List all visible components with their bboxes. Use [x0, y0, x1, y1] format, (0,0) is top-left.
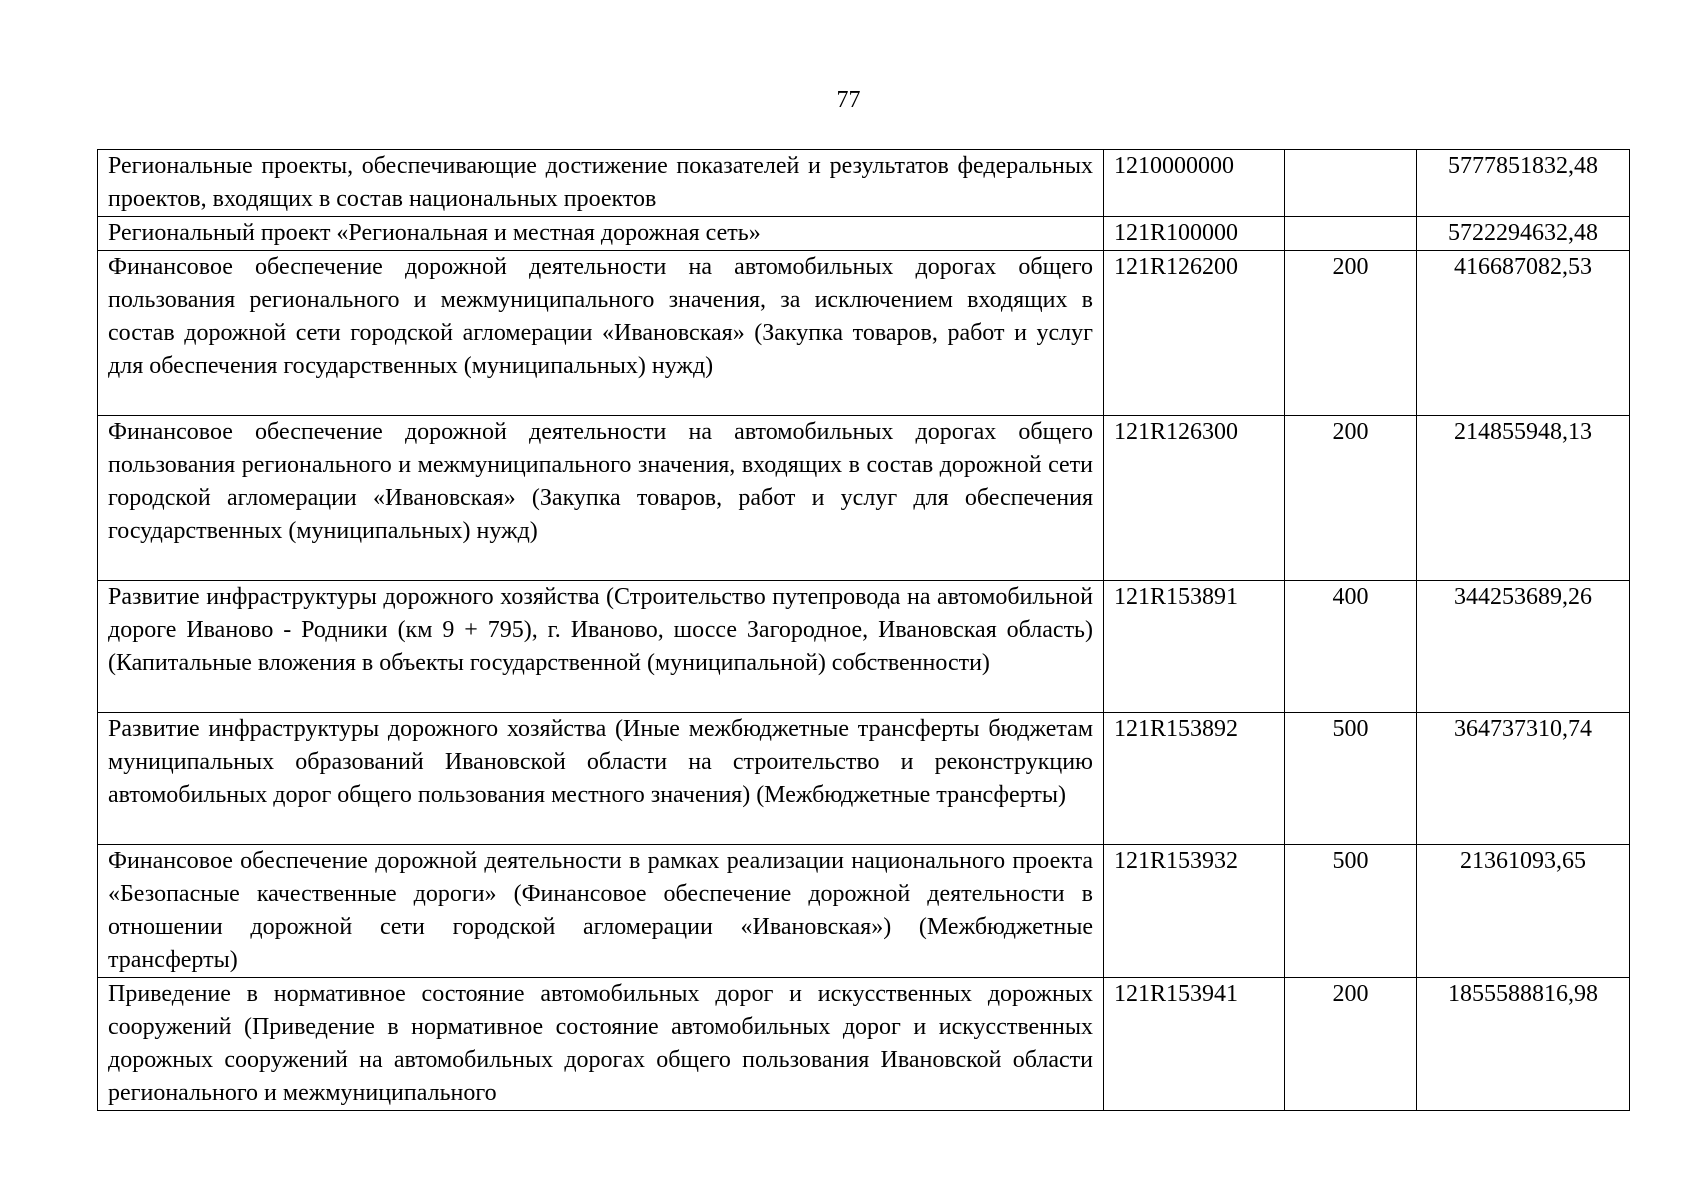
row-description: Региональные проекты, обеспечивающие достижение показателей и результатов федеральных проектов, входящих в состав национальных проектов — [98, 150, 1104, 217]
table-row — [98, 845, 1630, 978]
row-target-code: 121R126300 — [1104, 416, 1285, 581]
row-amount: 214855948,13 — [1417, 416, 1630, 581]
row-description: Финансовое обеспечение дорожной деятельности в рамках реализации национального проекта «Безопасные качественные дороги» (Финансовое обеспечение дорожной деятельности в отношении дорожной сети городской агломерации «Ивановская») (Межбюджетные трансферты) — [98, 845, 1104, 978]
row-expense-type: 400 — [1285, 581, 1417, 713]
row-expense-type — [1285, 150, 1417, 217]
row-description: Развитие инфраструктуры дорожного хозяйства (Строительство путепровода на автомобильной дороге Иваново - Родники (км 9 + 795), г. Иваново, шоссе Загородное, Ивановская область) (Капитальные вложения в объекты государственной (муниципальной) собственности) — [98, 581, 1104, 713]
table-row — [98, 150, 1630, 217]
row-amount: 1855588816,98 — [1417, 978, 1630, 1111]
row-expense-type — [1285, 217, 1417, 251]
row-description: Приведение в нормативное состояние автомобильных дорог и искусственных дорожных сооружений (Приведение в нормативное состояние автомобильных дорог и искусственных дорожных сооружений на автомобильных дорогах общего пользования Ивановской области регионального и межмуниципального — [98, 978, 1104, 1111]
table-row — [98, 581, 1630, 713]
row-amount: 416687082,53 — [1417, 251, 1630, 416]
row-target-code: 1210000000 — [1104, 150, 1285, 217]
row-target-code: 121R153941 — [1104, 978, 1285, 1111]
row-description: Финансовое обеспечение дорожной деятельности на автомобильных дорогах общего пользования регионального и межмуниципального значения, за исключением входящих в состав дорожной сети городской агломерации «Ивановская» (Закупка товаров, работ и услуг для обеспечения государственных (муниципальных) нужд) — [98, 251, 1104, 416]
row-amount: 5777851832,48 — [1417, 150, 1630, 217]
row-expense-type: 200 — [1285, 978, 1417, 1111]
row-amount: 344253689,26 — [1417, 581, 1630, 713]
row-target-code: 121R153891 — [1104, 581, 1285, 713]
row-description: Развитие инфраструктуры дорожного хозяйства (Иные межбюджетные трансферты бюджетам муниципальных образований Ивановской области на строительство и реконструкцию автомобильных дорог общего пользования местного значения) (Межбюджетные трансферты) — [98, 713, 1104, 845]
table-row — [98, 978, 1630, 1111]
row-expense-type: 200 — [1285, 251, 1417, 416]
row-amount: 21361093,65 — [1417, 845, 1630, 978]
row-target-code: 121R153932 — [1104, 845, 1285, 978]
row-target-code: 121R153892 — [1104, 713, 1285, 845]
row-expense-type: 500 — [1285, 845, 1417, 978]
row-target-code: 121R100000 — [1104, 217, 1285, 251]
page-number: 77 — [836, 87, 861, 113]
budget-table — [97, 149, 1630, 1111]
row-expense-type: 200 — [1285, 416, 1417, 581]
row-amount: 5722294632,48 — [1417, 217, 1630, 251]
row-description: Региональный проект «Региональная и местная дорожная сеть» — [98, 217, 1104, 251]
row-expense-type: 500 — [1285, 713, 1417, 845]
row-amount: 364737310,74 — [1417, 713, 1630, 845]
table-row — [98, 251, 1630, 416]
table-row — [98, 713, 1630, 845]
row-target-code: 121R126200 — [1104, 251, 1285, 416]
table-row — [98, 217, 1630, 251]
row-description: Финансовое обеспечение дорожной деятельности на автомобильных дорогах общего пользования регионального и межмуниципального значения, входящих в состав дорожной сети городской агломерации «Ивановская» (Закупка товаров, работ и услуг для обеспечения государственных (муниципальных) нужд) — [98, 416, 1104, 581]
table-row — [98, 416, 1630, 581]
